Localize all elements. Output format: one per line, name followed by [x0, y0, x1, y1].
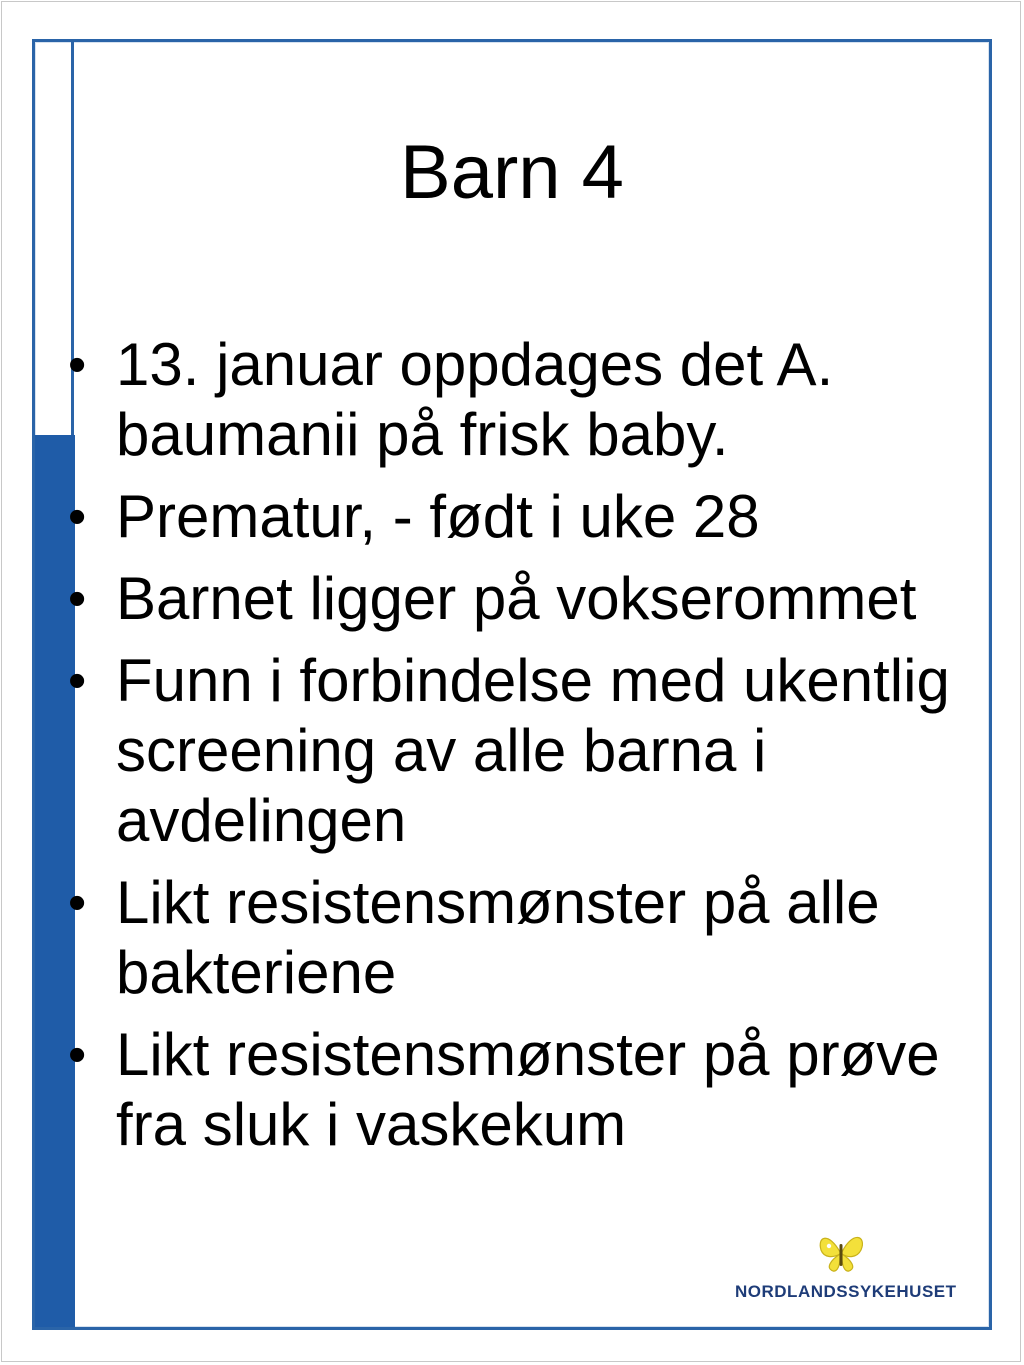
- butterfly-logo-icon: [815, 1230, 867, 1274]
- bullet-item: • Prematur, - født i uke 28: [116, 482, 976, 552]
- slide-title: Barn 4: [400, 130, 624, 215]
- logo-text: NORDLANDSSYKEHUSET: [735, 1282, 957, 1301]
- bullet-item: • Likt resistensmønster på alle bakteriene: [116, 868, 976, 1008]
- hospital-logo: [735, 1230, 965, 1310]
- bullet-item: • Likt resistensmønster på prøve fra sluk i vaskekum: [116, 1020, 976, 1160]
- bullet-list: [116, 330, 976, 1172]
- bullet-item: • 13. januar oppdages det A. baumanii på frisk baby.: [116, 330, 976, 470]
- bullet-item: • Funn i forbindelse med ukentlig screening av alle barna i avdelingen: [116, 646, 976, 856]
- bullet-item: • Barnet ligger på vokserommet: [116, 564, 976, 634]
